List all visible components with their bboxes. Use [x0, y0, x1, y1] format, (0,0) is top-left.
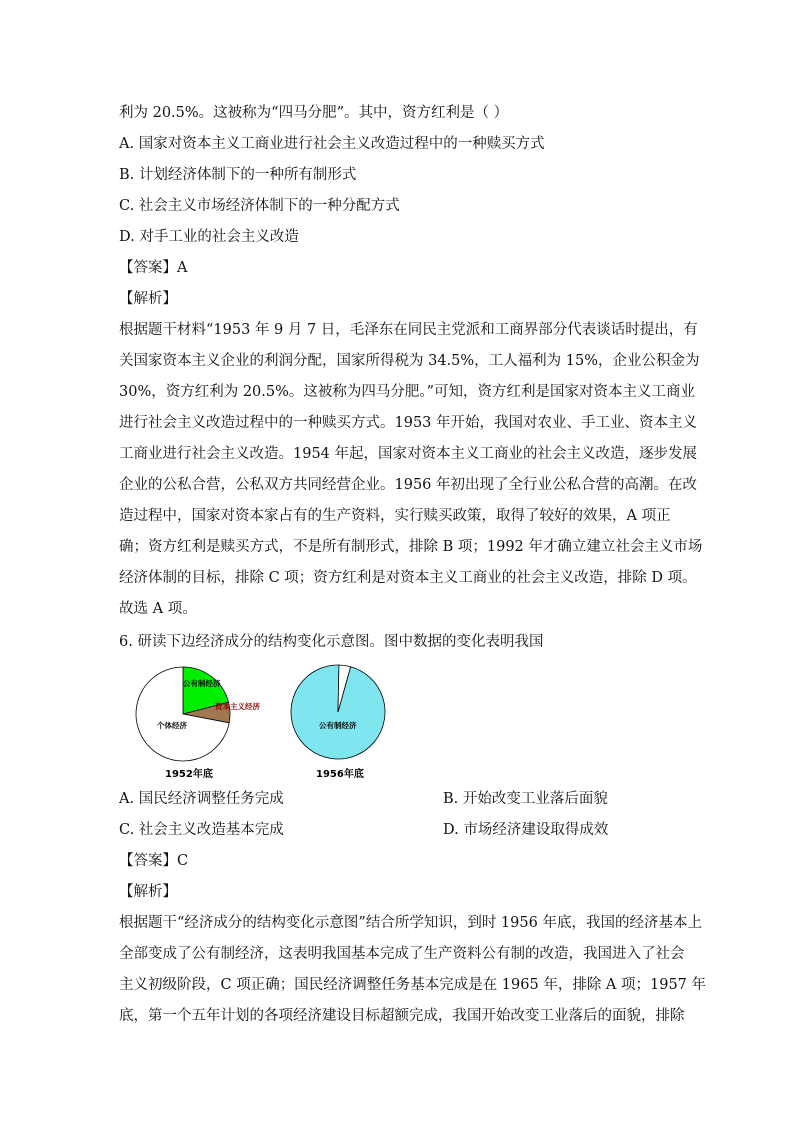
q5-analysis-line: 故选 A 项。 [119, 601, 197, 617]
pie-1956 [291, 665, 385, 759]
q5-analysis-line: 30%，资方红利为 20.5%。这被称为四马分肥。”可知，资方红利是国家对资本主义工商业 [119, 384, 696, 400]
q5-option-d: D. 对手工业的社会主义改造 [119, 229, 299, 245]
q5-option-b: B. 计划经济体制下的一种所有制形式 [119, 167, 357, 183]
q5-analysis-line: 工商业进行社会主义改造。1954 年起，国家对资本主义工商业的社会主义改造，逐步发展 [119, 446, 698, 462]
q5-option-c: C. 社会主义市场经济体制下的一种分配方式 [119, 198, 400, 214]
economy-structure-charts [135, 662, 395, 787]
q6-analysis-line: 根据题干“经济成分的结构变化示意图”结合所学知识，到时 1956 年底，我国的经济基本上 [119, 915, 702, 931]
q6-stem: 6. 研读下边经济成分的结构变化示意图。图中数据的变化表明我国 [119, 634, 544, 650]
q6-analysis-line: 全部变成了公有制经济，这表明我国基本完成了生产资料公有制的改造，我国进入了社会 [119, 946, 685, 962]
q5-analysis-line: 造过程中，国家对资本家占有的生产资料，实行赎买政策，取得了较好的效果，A 项正 [119, 508, 671, 524]
q6-option-c: C. 社会主义改造基本完成 [119, 822, 284, 838]
label-public-1956: 公有制经济 [319, 721, 357, 730]
label-public-1952: 公有制经济 [183, 679, 221, 688]
caption-1952: 1952年底 [165, 769, 213, 780]
q5-analysis-line: 确；资方红利是赎买方式，不是所有制形式，排除 B 项；1992 年才确立建立社会主义市场 [119, 539, 703, 555]
q5-analysis-label: 【解析】 [119, 291, 177, 307]
q6-option-b: B. 开始改变工业落后面貌 [443, 791, 608, 807]
q6-analysis-line: 底，第一个五年计划的各项经济建设目标超额完成，我国开始改变工业落后的面貌，排除 [119, 1008, 685, 1024]
q5-answer: 【答案】A [119, 260, 188, 276]
q5-analysis-line: 根据题干材料“1953 年 9 月 7 日，毛泽东在同民主党派和工商界部分代表谈话时提出，有 [119, 322, 698, 338]
caption-1956: 1956年底 [316, 769, 364, 780]
label-capitalist-1952: 资本主义经济 [215, 702, 260, 711]
q6-option-a: A. 国民经济调整任务完成 [119, 791, 284, 807]
q5-analysis-line: 进行社会主义改造过程中的一种赎买方式。1953 年开始，我国对农业、手工业、资本主义 [119, 415, 698, 431]
q5-analysis-line: 经济体制的目标，排除 C 项；资方红利是对资本主义工商业的社会主义改造，排除 D 项。 [119, 570, 697, 586]
q6-answer: 【答案】C [119, 853, 189, 869]
label-individual-1952: 个体经济 [157, 721, 187, 730]
q5-analysis-line: 关国家资本主义企业的利润分配，国家所得税为 34.5%，工人福利为 15%，企业公积金为 [119, 353, 700, 369]
q6-analysis-label: 【解析】 [119, 884, 177, 900]
q5-analysis-line: 企业的公私合营，公私双方共同经营企业。1956 年初出现了全行业公私合营的高潮。在改 [119, 477, 698, 493]
q5-stem-tail: 利为 20.5%。这被称为“四马分肥”。其中，资方红利是（ ） [119, 105, 509, 121]
q6-option-d: D. 市场经济建设取得成效 [443, 822, 609, 838]
pie-charts-svg [135, 662, 395, 787]
q5-option-a: A. 国家对资本主义工商业进行社会主义改造过程中的一种赎买方式 [119, 136, 545, 152]
q6-analysis-line: 主义初级阶段，C 项正确；国民经济调整任务基本完成是在 1965 年，排除 A 项；1957 年 [119, 977, 707, 993]
